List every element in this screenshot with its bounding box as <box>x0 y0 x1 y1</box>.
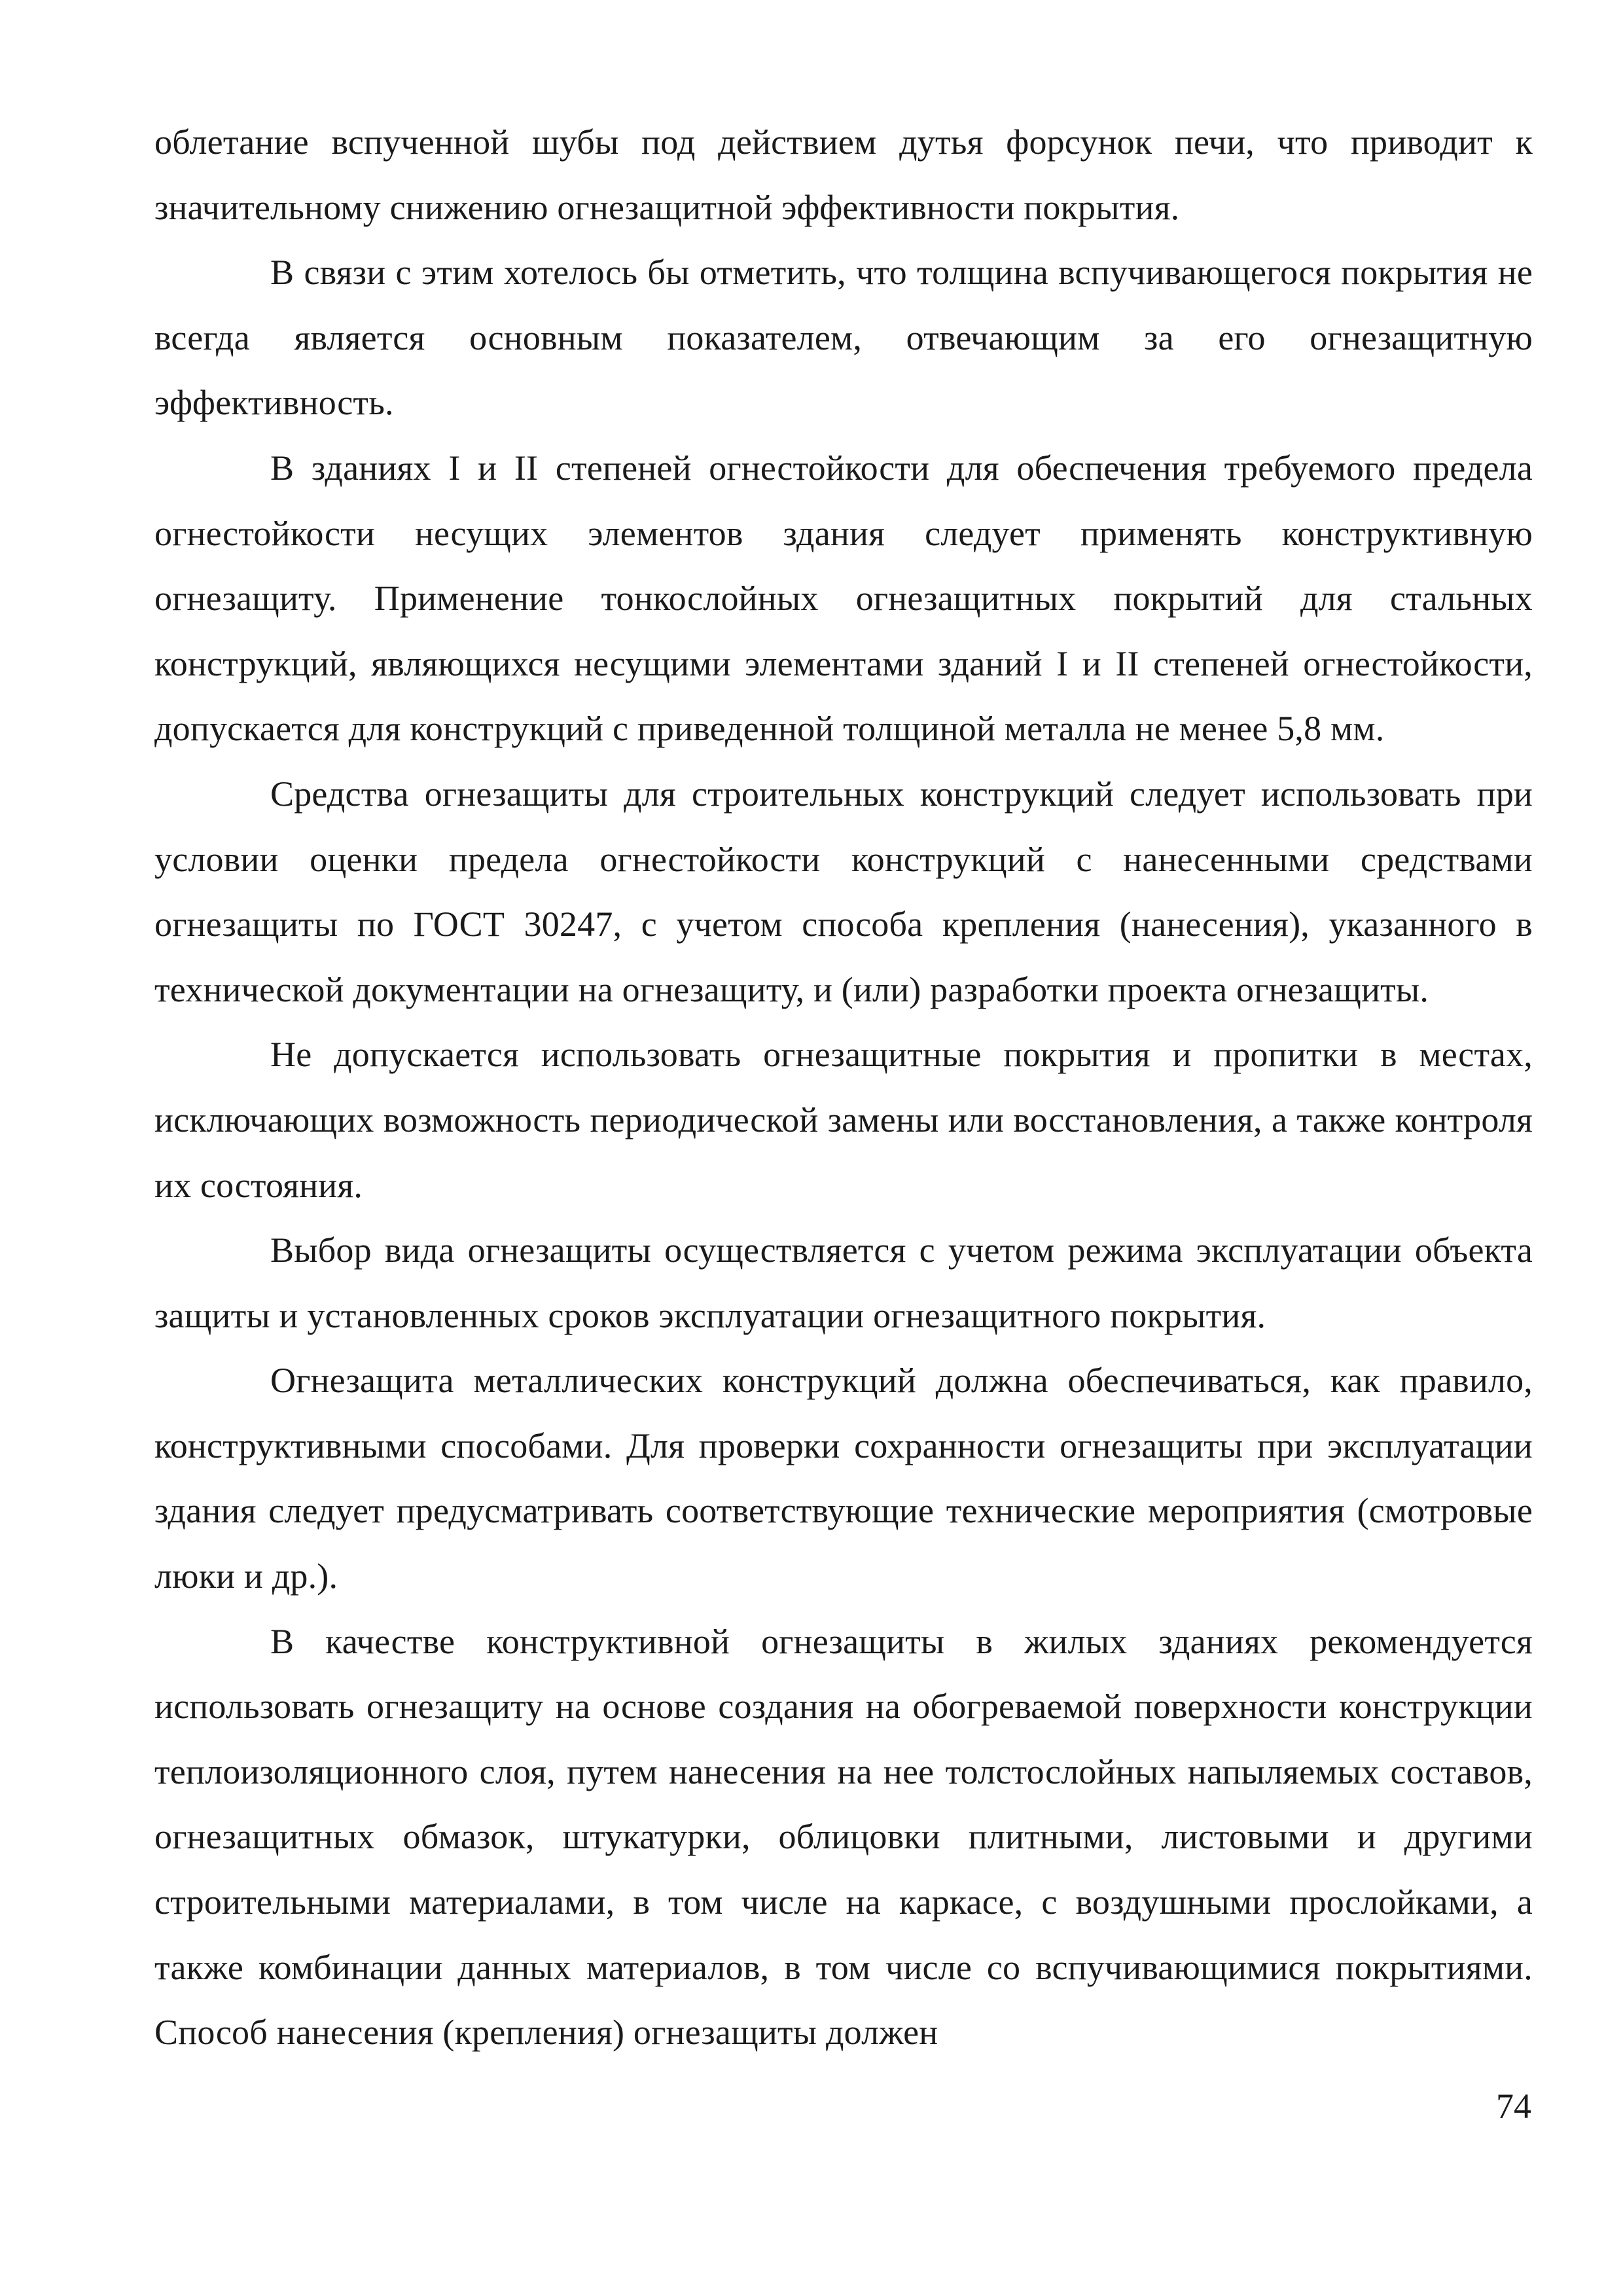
paragraph-2: В связи с этим хотелось бы отметить, что толщина вспучивающегося покрытия не всегда является основным показателем, отвечающим за его огнезащитную эффективность. <box>154 253 1533 423</box>
page-number: 74 <box>1496 2087 1531 2126</box>
document-body <box>154 110 1533 2066</box>
paragraph-8: В качестве конструктивной огнезащиты в жилых зданиях рекомендуется использовать огнезащиту на основе создания на обогреваемой поверхности конструкции теплоизоляционного слоя, путем нанесения на нее толстослойных напыляемых составов, огнезащитных обмазок, штукатурки, облицовки плитными, листовыми и другими строительными материалами, в том числе на каркасе, с воздушными прослойками, а также комбинации данных материалов, в том числе со вспучивающимися покрытиями. Способ нанесения (крепления) огнезащиты должен <box>154 1621 1533 2053</box>
paragraph-4: Средства огнезащиты для строительных конструкций следует использовать при условии оценки предела огнестойкости конструкций с нанесенными средствами огнезащиты по ГОСТ 30247, с учетом способа крепления (нанесения), указанного в технической документации на огнезащиту, и (или) разработки проекта огнезащиты. <box>154 774 1533 1009</box>
paragraph-5: Не допускается использовать огнезащитные покрытия и пропитки в местах, исключающих возможность периодической замены или восстановления, а также контроля их состояния. <box>154 1035 1533 1205</box>
paragraph-7: Огнезащита металлических конструкций должна обеспечиваться, как правило, конструктивными способами. Для проверки сохранности огнезащиты при эксплуатации здания следует предусматривать соответствующие технические мероприятия (смотровые люки и др.). <box>154 1361 1533 1596</box>
paragraph-1: облетание вспученной шубы под действием дутья форсунок печи, что приводит к значительному снижению огнезащитной эффективности покрытия. <box>154 122 1533 227</box>
paragraph-3: В зданиях I и II степеней огнестойкости для обеспечения требуемого предела огнестойкости несущих элементов здания следует применять конструктивную огнезащиту. Применение тонкослойных огнезащитных покрытий для стальных конструкций, являющихся несущими элементами зданий I и II степеней огнестойкости, допускается для конструкций с приведенной толщиной металла не менее 5,8 мм. <box>154 448 1533 749</box>
paragraph-6: Выбор вида огнезащиты осуществляется с учетом режима эксплуатации объекта защиты и установленных сроков эксплуатации огнезащитного покрытия. <box>154 1230 1533 1335</box>
